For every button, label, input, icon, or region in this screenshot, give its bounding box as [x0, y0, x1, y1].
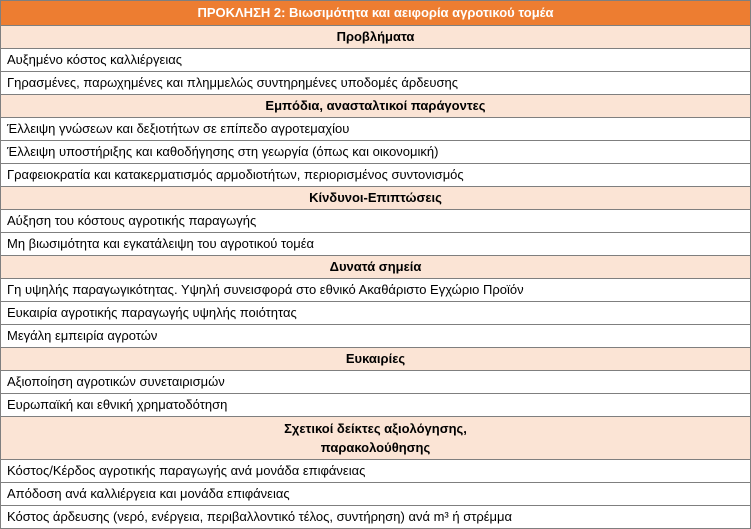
section-header-problems — [1, 26, 751, 49]
section-header-strengths — [1, 256, 751, 279]
problem-item: Γηρασμένες, παρωχημένες και πλημμελώς συντηρημένες υποδομές άρδευσης — [1, 72, 751, 95]
problem-item: Αυξημένο κόστος καλλιέργειας — [1, 49, 751, 72]
table-row — [1, 483, 751, 506]
table-row — [1, 233, 751, 256]
opportunity-item: Αξιοποίηση αγροτικών συνεταιρισμών — [1, 371, 751, 394]
risk-item: Μη βιωσιμότητα και εγκατάλειψη του αγροτικού τομέα — [1, 233, 751, 256]
table-title: ΠΡΟΚΛΗΣΗ 2: Βιωσιμότητα και αειφορία αγροτικού τομέα — [1, 1, 751, 26]
section-heading: Προβλήματα — [1, 26, 751, 49]
table-row — [1, 49, 751, 72]
title-row — [1, 1, 751, 26]
obstacle-item: Γραφειοκρατία και κατακερματισμός αρμοδιοτήτων, περιορισμένος συντονισμός — [1, 164, 751, 187]
section-heading: Κίνδυνοι-Επιπτώσεις — [1, 187, 751, 210]
section-heading — [1, 417, 751, 460]
section-header-opportunities — [1, 348, 751, 371]
strength-item: Γη υψηλής παραγωγικότητας. Υψηλή συνεισφορά στο εθνικό Ακαθάριστο Εγχώριο Προϊόν — [1, 279, 751, 302]
section-heading-line: Σχετικοί δείκτες αξιολόγησης, — [284, 421, 467, 436]
indicator-item: Κόστος άρδευσης (νερό, ενέργεια, περιβαλλοντικό τέλος, συντήρηση) ανά m³ ή στρέμμα — [1, 506, 751, 529]
section-heading: Εμπόδια, ανασταλτικοί παράγοντες — [1, 95, 751, 118]
table-row — [1, 279, 751, 302]
indicator-item: Κόστος/Κέρδος αγροτικής παραγωγής ανά μονάδα επιφάνειας — [1, 460, 751, 483]
table-row — [1, 506, 751, 529]
table-row — [1, 72, 751, 95]
indicator-item: Απόδοση ανά καλλιέργεια και μονάδα επιφάνειας — [1, 483, 751, 506]
section-heading: Δυνατά σημεία — [1, 256, 751, 279]
opportunity-item: Ευρωπαϊκή και εθνική χρηματοδότηση — [1, 394, 751, 417]
table-row — [1, 325, 751, 348]
obstacle-item: Έλλειψη γνώσεων και δεξιοτήτων σε επίπεδο αγροτεμαχίου — [1, 118, 751, 141]
table-row — [1, 164, 751, 187]
table-row — [1, 460, 751, 483]
section-heading: Ευκαιρίες — [1, 348, 751, 371]
risk-item: Αύξηση του κόστους αγροτικής παραγωγής — [1, 210, 751, 233]
section-header-obstacles — [1, 95, 751, 118]
table-row — [1, 210, 751, 233]
table-row — [1, 141, 751, 164]
table-row — [1, 371, 751, 394]
section-header-risks — [1, 187, 751, 210]
strength-item: Ευκαιρία αγροτικής παραγωγής υψηλής ποιότητας — [1, 302, 751, 325]
strength-item: Μεγάλη εμπειρία αγροτών — [1, 325, 751, 348]
section-header-indicators — [1, 417, 751, 460]
table-row — [1, 394, 751, 417]
section-heading-line: παρακολούθησης — [320, 440, 431, 455]
table-row — [1, 302, 751, 325]
table-row — [1, 118, 751, 141]
obstacle-item: Έλλειψη υποστήριξης και καθοδήγησης στη γεωργία (όπως και οικονομική) — [1, 141, 751, 164]
